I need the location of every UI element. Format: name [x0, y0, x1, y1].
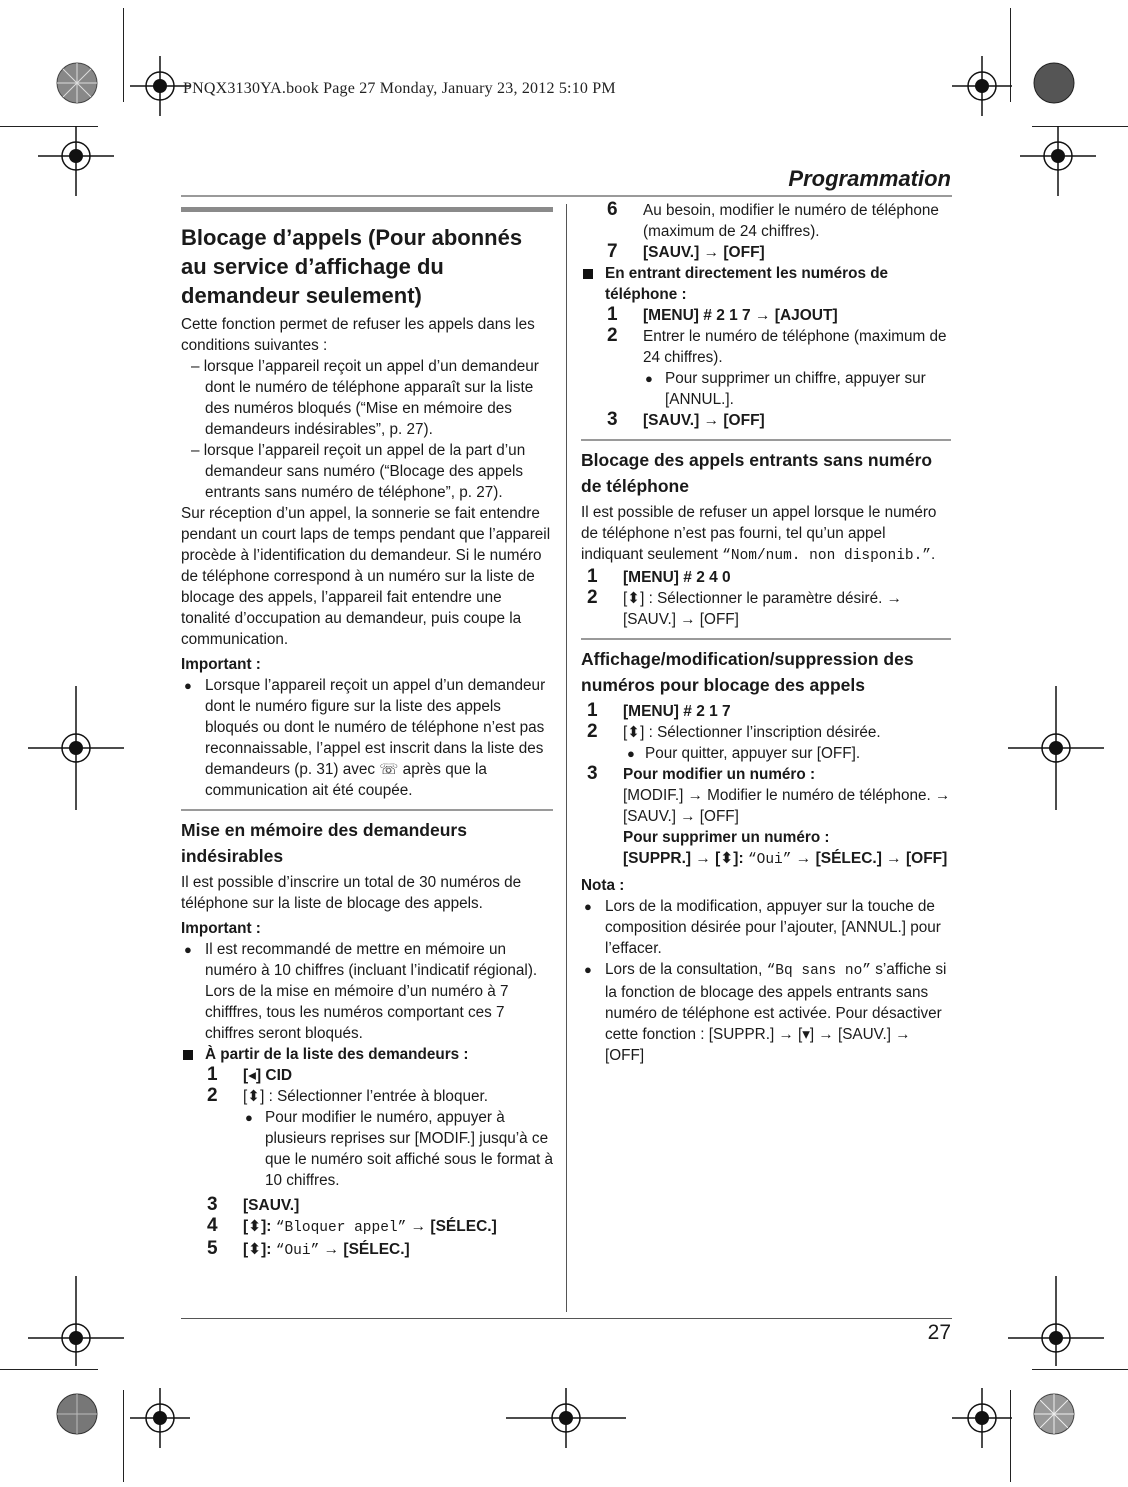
display-text: “Bloquer appel” — [275, 1220, 407, 1236]
bullet-icon: ● — [245, 1110, 253, 1125]
list-item: ● Lors de la consultation, “Bq sans no” s’affiche si la fonction de blocage des appels entrants sans numéro de téléphone est activée. Pour désactiver cette fonction : [SUPPR.] → [▾] → [SAUV.] → [OFF] — [584, 961, 947, 1064]
step-text: [⬍] : Sélectionner l’entrée à bloquer. — [243, 1088, 488, 1105]
crop-line — [0, 1369, 98, 1370]
square-bullet-icon — [583, 269, 593, 279]
bullet-text: Pour supprimer un chiffre, appuyer sur [ANNUL.]. — [665, 370, 926, 408]
step-number: 1 — [587, 700, 598, 721]
step-item — [581, 242, 951, 263]
bullet-icon: ● — [645, 371, 653, 386]
step-text: [SAUV.] → [OFF] — [643, 244, 765, 261]
square-bullet-icon — [183, 1050, 193, 1060]
color-star-icon — [1033, 62, 1075, 104]
section-bar — [181, 207, 553, 212]
color-star-icon — [1033, 1393, 1075, 1435]
registration-target-icon — [130, 1388, 190, 1448]
step-text: Au besoin, modifier le numéro de téléphone (maximum de 24 chiffres). — [643, 202, 939, 240]
step-text: [⬍] : Sélectionner l’inscription désirée. — [623, 724, 881, 741]
step-item — [581, 701, 951, 722]
right-column — [581, 200, 951, 1066]
registration-target-icon — [28, 1276, 124, 1366]
intro-text: Cette fonction permet de refuser les appels dans les conditions suivantes : — [181, 316, 535, 354]
step-number: 2 — [587, 587, 598, 608]
step-number: 1 — [607, 304, 618, 325]
step-text: [SAUV.] — [243, 1197, 300, 1214]
condition-item: – lorsque l’appareil reçoit un appel de la part d’un demandeur sans numéro (“Blocage des appels entrants sans numéro de téléphone”, p. 27). — [191, 442, 526, 501]
step-heading: Pour supprimer un numéro : — [623, 829, 830, 846]
crop-line — [1032, 1369, 1128, 1370]
step-item — [181, 1065, 553, 1086]
registration-target-icon — [506, 1388, 626, 1448]
step-item: 5 [⬍]: “Oui” → [SÉLEC.] — [207, 1238, 410, 1259]
display-text: “Nom/num. non disponib.” — [722, 548, 932, 564]
body-paragraph: Sur réception d’un appel, la sonnerie se fait entendre pendant un court laps de temps pendant que l’appareil procède à l’identification du demandeur. Si le numéro de téléphone correspond à un numéro sur la liste de blocage des appels, l’appareil fait entendre une tonalité d’occupation au demandeur, puis coupe la communication. — [181, 505, 551, 648]
step-text: [MENU] # 2 1 7 — [623, 703, 731, 720]
bullet-icon: ● — [184, 678, 192, 693]
registration-target-icon — [952, 1388, 1012, 1448]
registration-target-icon — [952, 56, 1012, 116]
printer-info-line: PNQX3130YA.book Page 27 Monday, January 23, 2012 5:10 PM — [183, 80, 616, 97]
registration-target-icon — [130, 56, 190, 116]
subsection-title: Affichage/modification/suppression des numéros pour blocage des appels — [581, 649, 914, 695]
step-text: [MENU] # 2 1 7 → [AJOUT] — [643, 307, 838, 324]
column-divider — [566, 204, 567, 1312]
step-number: 2 — [607, 325, 618, 346]
procedure-heading: À partir de la liste des demandeurs : — [181, 1044, 553, 1065]
step-text: Entrer le numéro de téléphone (maximum de 24 chiffres). — [643, 328, 947, 366]
crop-line — [123, 1390, 124, 1482]
step-item: 4 [⬍]: “Bloquer appel” → [SÉLEC.] — [207, 1215, 497, 1236]
step-item — [581, 410, 951, 431]
registration-target-icon — [38, 126, 114, 196]
step-item — [181, 1086, 553, 1107]
display-text: “Oui” — [747, 852, 792, 868]
step-item — [181, 1195, 553, 1216]
bullet-icon: ● — [184, 942, 192, 957]
bullet-text: Pour modifier le numéro, appuyer à plusieurs reprises sur [MODIF.] jusqu’à ce que le numéro soit affiché sous le format à 10 chiffres. — [265, 1109, 553, 1189]
procedure-heading: En entrant directement les numéros de téléphone : — [581, 263, 951, 305]
display-text: “Bq sans no” — [766, 963, 871, 979]
step-item — [581, 764, 951, 785]
footer-rule — [181, 1318, 952, 1319]
body-paragraph: Il est possible d’inscrire un total de 30 numéros de téléphone sur la liste de blocage des appels. — [181, 874, 522, 912]
running-head: Programmation — [788, 166, 951, 191]
list-item — [581, 896, 951, 959]
step-number: 1 — [207, 1064, 218, 1085]
step-number: 4 — [207, 1215, 218, 1236]
step-number: 3 — [207, 1194, 218, 1215]
step-text: [MODIF.] → Modifier le numéro de téléphone. → [SAUV.] → [OFF] — [623, 787, 951, 825]
bullet-text: Lors de la modification, appuyer sur la touche de composition désirée pour l’ajouter, [ANNUL.] pour l’effacer. — [605, 898, 941, 957]
registration-target-icon — [28, 686, 124, 810]
step-item — [581, 567, 951, 588]
section-divider — [581, 638, 951, 640]
step-text: [MENU] # 2 4 0 — [623, 569, 731, 586]
step-heading: Pour modifier un numéro : — [623, 766, 816, 783]
display-text: “Oui” — [275, 1243, 320, 1259]
step-item — [581, 200, 951, 242]
bullet-icon: ● — [627, 746, 635, 761]
list-item — [181, 939, 553, 1044]
header-rule — [181, 195, 952, 197]
step-number: 2 — [587, 721, 598, 742]
bullet-icon: ● — [584, 962, 592, 977]
body-paragraph: Il est possible de refuser un appel lorsque le numéro de téléphone n’est pas fourni, tel qu’un appel indiquant seulement “Nom/num. non disponib.”. — [581, 504, 937, 564]
bullet-text: Pour quitter, appuyer sur [OFF]. — [645, 745, 861, 762]
step-item — [581, 305, 951, 326]
section-divider — [181, 809, 553, 811]
bullet-text: Il est recommandé de mettre en mémoire un numéro à 10 chiffres (incluant l’indicatif régional). Lors de la mise en mémoire d’un numéro à 7 chifffres, tous les numéros comportant ces 7 chiffres seront bloqués. — [205, 941, 538, 1042]
step-item — [581, 722, 951, 743]
step-text: [SAUV.] → [OFF] — [643, 412, 765, 429]
step-text: [SUPPR.] → [⬍]: “Oui” → [SÉLEC.] → [OFF] — [623, 850, 948, 868]
step-number: 5 — [207, 1238, 218, 1259]
section-divider — [581, 439, 951, 441]
step-text: [⬍] : Sélectionner le paramètre désiré. → [SAUV.] → [OFF] — [623, 590, 902, 628]
registration-target-icon — [1020, 126, 1096, 196]
bullet-text: Lorsque l’appareil reçoit un appel d’un demandeur dont le numéro figure sur la liste des appels bloqués ou dont le numéro de téléphone n’est pas reconnaissable, l’appel est inscrit dans la liste des demandeurs (p. 31) avec ☏ après que la communication ait été coupée. — [205, 677, 546, 799]
bullet-icon: ● — [584, 899, 592, 914]
note-label: Nota : — [581, 877, 625, 894]
section-title: Blocage d’appels (Pour abonnés au service d’affichage du demandeur seulement) — [181, 225, 523, 308]
step-number: 2 — [207, 1085, 218, 1106]
color-star-icon — [56, 1393, 98, 1435]
step-number: 6 — [607, 199, 618, 220]
page-number: 27 — [927, 1321, 951, 1344]
important-label: Important : — [181, 656, 261, 673]
step-item — [581, 326, 951, 368]
step-text: [◂] CID — [243, 1067, 293, 1084]
step-number: 3 — [607, 409, 618, 430]
subsection-title: Mise en mémoire des demandeurs indésirables — [181, 820, 467, 866]
important-label: Important : — [181, 920, 261, 937]
step-number: 3 — [587, 763, 598, 784]
registration-target-icon — [1008, 686, 1104, 810]
step-number: 1 — [587, 566, 598, 587]
left-column — [181, 207, 553, 1262]
step-number: 7 — [607, 241, 618, 262]
list-item — [581, 743, 951, 764]
registration-target-icon — [1008, 1276, 1104, 1366]
list-item — [181, 1107, 553, 1191]
list-item — [181, 675, 553, 801]
color-star-icon — [56, 62, 98, 104]
subsection-title: Blocage des appels entrants sans numéro de téléphone — [581, 450, 933, 496]
condition-item: – lorsque l’appareil reçoit un appel d’un demandeur dont le numéro de téléphone apparaît sur la liste des numéros bloqués (“Mise en mémoire des demandeurs indésirables”, p. 27). — [191, 358, 539, 438]
list-item — [581, 368, 951, 410]
step-item — [581, 588, 951, 630]
crop-line — [123, 8, 124, 102]
